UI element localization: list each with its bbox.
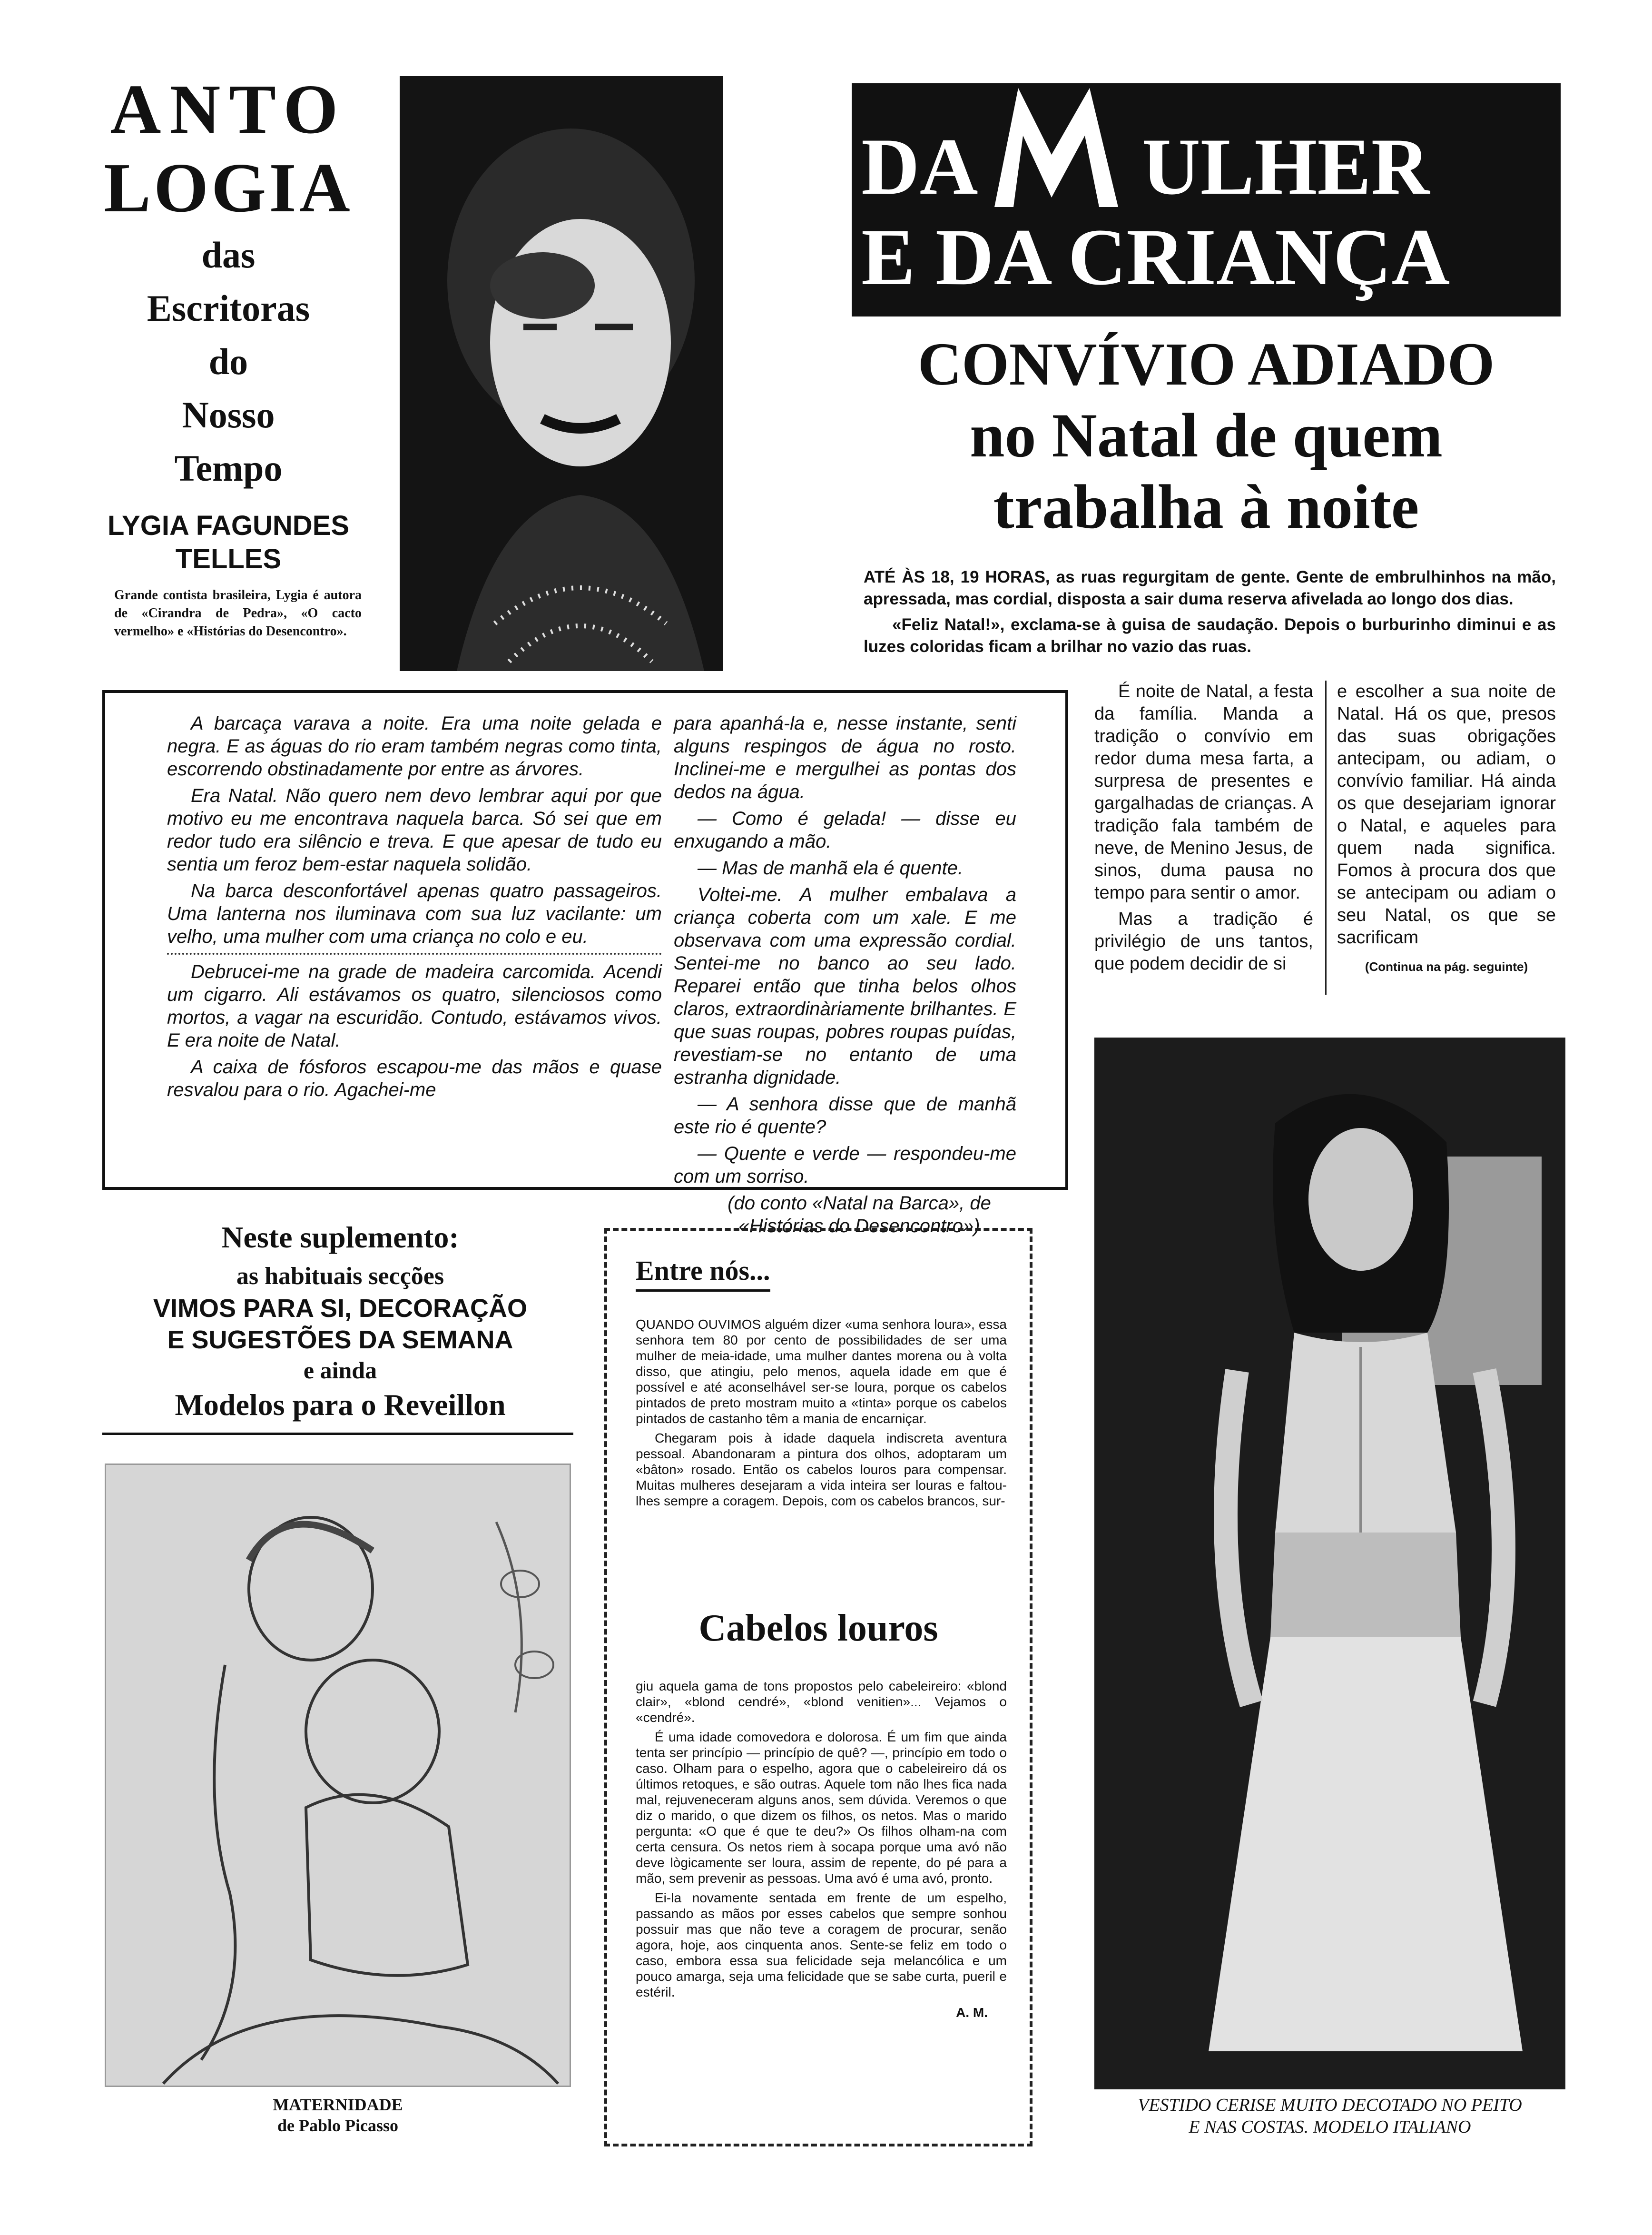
lead-paragraph-2: «Feliz Natal!», exclama-se à guisa de saudação. Depois o burburinho diminui e as luzes coloridas ficam a brilhar no vazio das ruas. bbox=[864, 615, 1556, 656]
supplement-block bbox=[102, 1218, 578, 1425]
excerpt-p9: Voltei-me. A mulher embalava a criança coberta com um xale. E me observava com uma expressão cordial. Sentei-me no banco ao seu lado. Reparei então que tinha belos olhos claros, extraordinàriamente brilhantes. E que suas roupas, pobres roupas puídas, revestiam-se no entanto de uma estranha dignidade. bbox=[674, 884, 1016, 1088]
anthology-header bbox=[95, 71, 362, 641]
author-portrait-illustration bbox=[400, 76, 723, 671]
entre-nos-p5: Ei-la novamente sentada em frente de um espelho, passando as mãos por esses cabelos que sempre sonhou possuir mas que não teve a coragem de procurar, senão agora, hoje, aos cinquenta anos. Sente-se feliz em todo o caso, embora essa sua felicidade seja melancólica e um pouco amarga, seja uma felicidade que se sabe curta, pueril e estéril. bbox=[636, 1890, 1007, 1999]
lead-text: as ruas regurgitam de gente. Gente de embrulhinhos na mão, apressada, mas cordial, disposta a sair duma reserva afivelada ao longo dos dias. bbox=[864, 568, 1556, 608]
italian-dress-model-illustration bbox=[1094, 1038, 1565, 2089]
big-m-letter-logo bbox=[980, 83, 1137, 212]
lead-bold-opening: ATÉ ÀS 18, 19 HORAS, bbox=[864, 568, 1050, 586]
supplement-line4: e ainda bbox=[303, 1357, 377, 1384]
masthead-m-logo bbox=[980, 83, 1137, 212]
entre-nos-box bbox=[604, 1228, 1032, 2146]
feature-column-divider bbox=[1325, 681, 1327, 995]
entre-nos-p4: É uma idade comovedora e dolorosa. É um fim que ainda tenta ser princípio — princípio de quê? —, princípio em todo o caso. Olham para o espelho, agora que o cabeleireiro dá os últimos retoques, e são outras. Aquele tom não lhes fica nada mal, rejuveneceram alguns anos, sem dúvida. Veremos o que diz o marido, o que dizem os filhos, os netos. Mas o marido pergunta: «O que é que te deu?» Os filhos olham-na com certa censura. Os netos riem à socapa porque uma avó não deve lògicamente ser loura, assim de repente, do pé para a mão, sem prevenir as pessoas. Uma avó é uma avó, pronto. bbox=[636, 1730, 1007, 1886]
author-name-line2: TELLES bbox=[175, 544, 282, 574]
excerpt-source: (do conto «Natal na Barca», de «Histórias do Desencontro») bbox=[728, 1193, 991, 1236]
picasso-drawing bbox=[105, 1464, 571, 2087]
picasso-caption-artist: de Pablo Picasso bbox=[277, 2116, 398, 2135]
entre-nos-signature: A. M. bbox=[956, 2005, 988, 2020]
author-name-line1: LYGIA FAGUNDES bbox=[107, 510, 350, 541]
fashion-caption bbox=[1094, 2094, 1565, 2138]
excerpt-p2: Era Natal. Não quero nem devo lembrar aqui por que motivo eu me encontrava naquela barca. Só sei que em redor tudo era silêncio e treva. E que apesar de tudo eu sentia um feroz bem-estar naquela solidão. bbox=[167, 785, 662, 875]
feature-column-1 bbox=[1094, 681, 1313, 979]
entre-nos-p1: QUANDO OUVIMOS alguém dizer «uma senhora loura», essa senhora tem 80 por cento de possibilidades de ser uma mulher de meia-idade, uma mulher dantes morena ou à volta disso, que atingiu, pelo menos, aquela idade em que é possível e até aconselhável ser-se loura, porque os cabelos pintados de preto mostram muito a «tinta» porque os cabelos pintados de castanho têm a mania de encarniçar. bbox=[636, 1317, 1007, 1426]
continue-note: (Continua na pág. seguinte) bbox=[1365, 959, 1528, 974]
anthology-title-line2: LOGIA bbox=[104, 149, 353, 227]
entre-nos-text-1 bbox=[636, 1316, 1007, 1513]
maternity-sketch-illustration bbox=[106, 1465, 570, 2086]
anthology-subtitle-3: do bbox=[208, 341, 248, 382]
anthology-subtitle-1: das bbox=[201, 234, 256, 276]
fashion-caption-line1: VESTIDO CERISE MUITO DECOTADO NO PEITO bbox=[1138, 2095, 1522, 2115]
entre-nos-title: Entre nós... bbox=[636, 1255, 770, 1292]
entre-nos-p3: giu aquela gama de tons propostos pelo cabeleireiro: «blond clair», «blond cendré», «blond venitien»... Vejamos o «cendré». bbox=[636, 1679, 1007, 1725]
anthology-subtitle-4: Nosso bbox=[182, 394, 275, 435]
picasso-caption bbox=[105, 2094, 571, 2136]
excerpt-p7: — Como é gelada! — disse eu enxugando a mão. bbox=[674, 808, 1016, 852]
picasso-caption-title: MATERNIDADE bbox=[273, 2095, 403, 2114]
excerpt-box bbox=[102, 690, 1068, 1236]
author-photo bbox=[400, 76, 723, 671]
feature-col1-text-b: Mas a tradição é privilégio de uns tantos, que podem decidir de si bbox=[1094, 909, 1313, 974]
feature-column-2 bbox=[1337, 681, 1556, 982]
excerpt-column-2 bbox=[674, 712, 1016, 1241]
headline-line2: no Natal de quem bbox=[970, 400, 1443, 470]
supplement-line3: E SUGESTÕES DA SEMANA bbox=[167, 1325, 513, 1354]
masthead bbox=[852, 83, 1561, 316]
excerpt-p11: — Quente e verde — respondeu-me com um sorriso. bbox=[674, 1143, 1016, 1187]
supplement-title: Neste suplemento: bbox=[221, 1220, 459, 1254]
feature-headline bbox=[847, 328, 1565, 543]
headline-line3: trabalha à noite bbox=[993, 472, 1419, 542]
feature-col2-text: e escolher a sua noite de Natal. Há os que, presos das suas obrigações antecipam, ou adiam, o convívio familiar. Há ainda os que desejariam ignorar o Natal, e aqueles para quem nada significa. Fomos à procura dos que se antecipam ou adiam o seu Natal, os que se sacrificam bbox=[1337, 682, 1556, 948]
feature-lead bbox=[864, 566, 1556, 662]
excerpt-column-1 bbox=[167, 712, 662, 1105]
excerpt-p6: para apanhá-la e, nesse instante, senti alguns respingos de água no rosto. Inclinei-me e mergulhei as pontas dos dedos na água. bbox=[674, 713, 1016, 802]
fashion-caption-line2: E NAS COSTAS. MODELO ITALIANO bbox=[1189, 2117, 1471, 2137]
excerpt-p1: A barcaça varava a noite. Era uma noite gelada e negra. E as águas do rio eram também negras como tinta, escorrendo obstinadamente por entre as árvores. bbox=[167, 713, 662, 780]
excerpt-p10: — A senhora disse que de manhã este rio é quente? bbox=[674, 1094, 1016, 1137]
anthology-subtitle-2: Escritoras bbox=[147, 287, 310, 329]
feature-col1-text: É noite de Natal, a festa da família. Manda a tradição o convívio em redor duma mesa farta, a surpresa de presentes e gargalhadas de crianças. A tradição fala também de neve, de Menino Jesus, de sinos, duma pausa no tempo para sentir o amor. bbox=[1094, 682, 1313, 903]
fashion-photo bbox=[1094, 1038, 1565, 2089]
excerpt-p4: Debrucei-me na grade de madeira carcomida. Acendi um cigarro. Ali estávamos os quatro, silenciosos como mortos, a vagar na escuridão. Contudo, estávamos vivos. E era noite de Natal. bbox=[167, 961, 662, 1051]
anthology-title-line1: ANTO bbox=[110, 70, 347, 148]
supplement-line1: as habituais secções bbox=[236, 1263, 444, 1290]
excerpt-dotted-separator bbox=[167, 953, 662, 955]
masthead-line1-right: ULHER bbox=[1142, 122, 1430, 211]
excerpt-p8: — Mas de manhã ela é quente. bbox=[698, 858, 964, 879]
cabelos-louros-subhead: Cabelos louros bbox=[698, 1607, 938, 1649]
supplement-line2: VIMOS PARA SI, DECORAÇÃO bbox=[153, 1294, 528, 1323]
entre-nos-text-2 bbox=[636, 1678, 1007, 2020]
excerpt-p5: A caixa de fósforos escapou-me das mãos e quase resvalou para o rio. Agachei-me bbox=[167, 1057, 662, 1100]
headline-line1: CONVÍVIO ADIADO bbox=[917, 330, 1495, 398]
entre-nos-p2: Chegaram pois à idade daquela indiscreta aventura pessoal. Abandonaram a pintura dos olhos, adoptaram um «bâton» rosado. Então os cabelos louros para compensar. Muitas mulheres desejaram a vida inteira ser louras e faltou-lhes sempre a coragem. Depois, com os cabelos brancos, sur- bbox=[636, 1431, 1007, 1508]
masthead-line1-left: DA bbox=[861, 122, 978, 211]
masthead-line2: E DA CRIANÇA bbox=[861, 212, 1450, 302]
excerpt-p3: Na barca desconfortável apenas quatro passageiros. Uma lanterna nos iluminava com sua luz vacilante: um velho, uma mulher com uma criança no colo e eu. bbox=[167, 880, 662, 947]
supplement-line5: Modelos para o Reveillon bbox=[175, 1388, 506, 1422]
anthology-subtitle-5: Tempo bbox=[174, 447, 283, 489]
supplement-rule bbox=[102, 1433, 573, 1435]
author-bio: Grande contista brasileira, Lygia é autora de «Cirandra de Pedra», «O cacto vermelho» e «Histórias do Desencontro». bbox=[114, 588, 362, 639]
